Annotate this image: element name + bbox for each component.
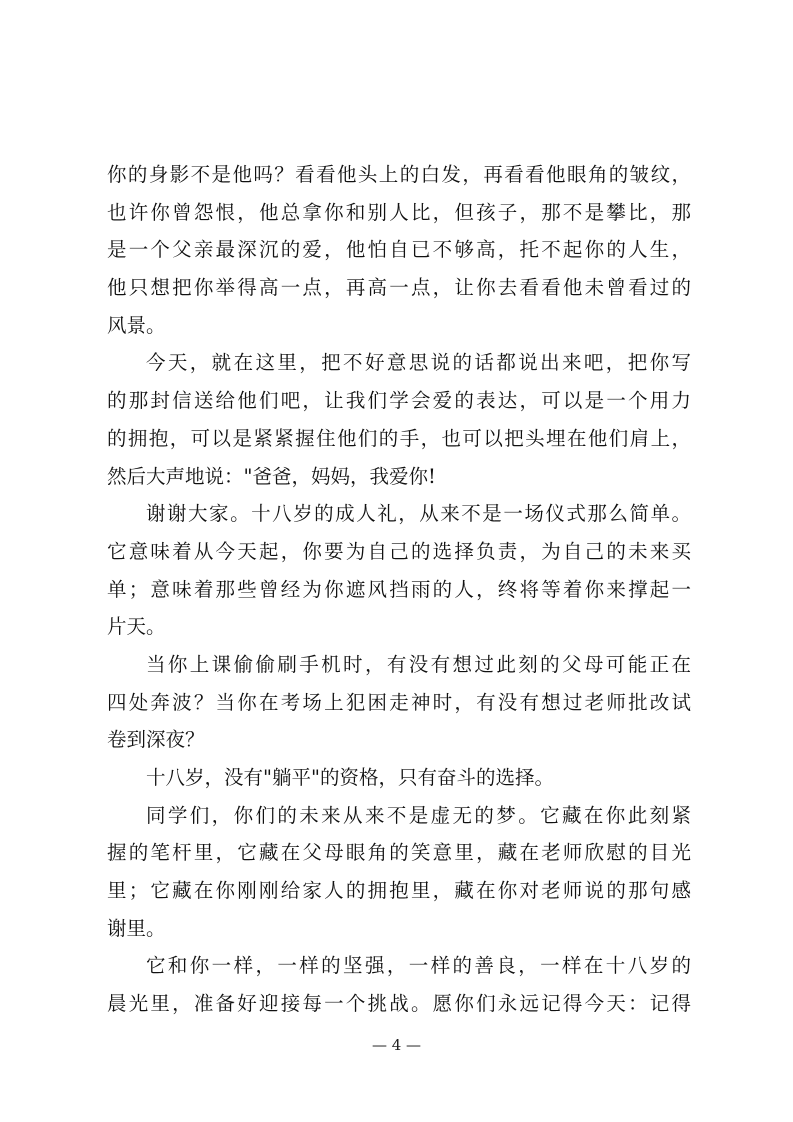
text-line: 同学们，你们的未来从来不是虚无的梦。它藏在你此刻紧 — [146, 803, 691, 827]
text-line: 卷到深夜？ — [107, 728, 205, 752]
paragraph — [107, 797, 691, 948]
text-line: 它意味着从今天起，你要为自己的选择负责，为自己的未来买 — [107, 539, 691, 563]
text-line: 里；它藏在你刚刚给家人的拥抱里，藏在你对老师说的那句感 — [107, 879, 691, 903]
text-line: 握的笔杆里，它藏在父母眼角的笑意里，藏在老师欣慰的目光 — [107, 841, 691, 865]
paragraph — [107, 344, 691, 495]
text-line: 四处奔波？当你在考场上犯困走神时，有没有想过老师批改试 — [107, 690, 691, 714]
paragraph — [107, 156, 691, 344]
text-line: 的那封信送给他们吧，让我们学会爱的表达，可以是一个用力 — [107, 389, 691, 413]
paragraph — [107, 759, 691, 797]
paragraph — [107, 495, 691, 646]
text-line: 然后大声地说："爸爸，妈妈，我爱你! — [107, 464, 436, 488]
text-line: 今天，就在这里，把不好意思说的话都说出来吧，把你写 — [146, 351, 691, 375]
document-body — [107, 156, 691, 1023]
text-line: 它和你一样，一样的坚强，一样的善良，一样在十八岁的 — [146, 954, 691, 978]
text-line: 风景。 — [107, 313, 166, 337]
text-line: 片天。 — [107, 615, 166, 639]
text-line: 晨光里，准备好迎接每一个挑战。愿你们永远记得今天：记得 — [107, 992, 691, 1016]
text-line: 谢里。 — [107, 916, 166, 940]
paragraph — [107, 646, 691, 759]
text-line: 是一个父亲最深沉的爱，他怕自已不够高，托不起你的人生， — [107, 238, 691, 262]
paragraph — [107, 947, 691, 1022]
text-line: 也许你曾怨恨，他总拿你和别人比，但孩子，那不是攀比，那 — [107, 200, 691, 224]
text-line: 谢谢大家。十八岁的成人礼，从来不是一场仪式那么简单。 — [146, 502, 691, 526]
text-line: 单；意味着那些曾经为你遮风挡雨的人，终将等着你来撑起一 — [107, 577, 691, 601]
text-line: 十八岁，没有"躺平"的资格，只有奋斗的选择。 — [146, 766, 554, 789]
text-line: 他只想把你举得高一点，再高一点，让你去看看他未曾看过的 — [107, 276, 691, 300]
page-number: — 4 — — [371, 1036, 422, 1054]
text-line: 的拥抱，可以是紧紧握住他们的手，也可以把头埋在他们肩上， — [107, 426, 691, 450]
text-line: 你的身影不是他吗？看看他头上的白发，再看看他眼角的皱纹， — [107, 163, 691, 186]
text-line: 当你上课偷偷刷手机时，有没有想过此刻的父母可能正在 — [146, 652, 691, 676]
